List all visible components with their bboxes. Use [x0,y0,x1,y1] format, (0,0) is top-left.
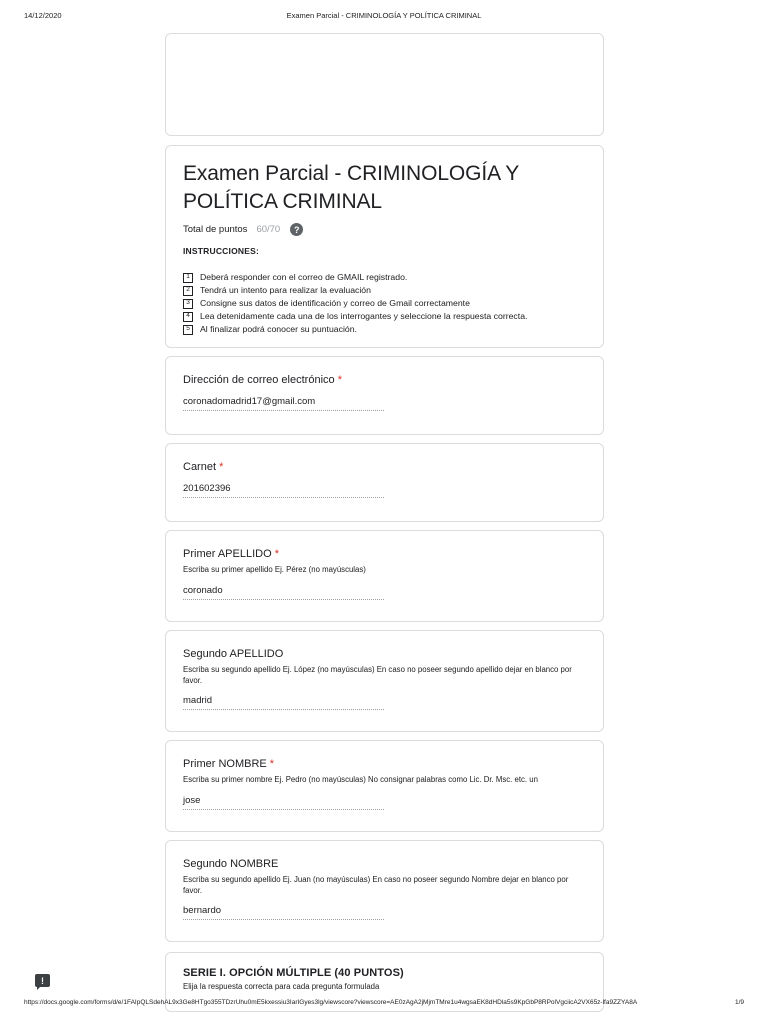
print-footer [24,999,744,1009]
instruction-item [183,297,586,310]
question-label-text: Segundo APELLIDO [183,648,284,660]
question-label [183,547,586,561]
question-label-text: Primer NOMBRE [183,758,267,770]
instructions-list [183,271,586,336]
instruction-text: Al finalizar podrá conocer su puntuación. [200,324,357,334]
question-label-text: Segundo NOMBRE [183,858,279,870]
instruction-text: Lea detenidamente cada una de los interrogantes y seleccione la respuesta correcta. [200,311,528,321]
keycap-number-icon: 5 [183,325,193,335]
help-icon[interactable]: ? [290,223,303,236]
instruction-item [183,310,586,323]
segundo-apellido-answer[interactable]: madrid [183,695,384,710]
required-mark: * [337,374,342,386]
print-url: https://docs.google.com/forms/d/e/1FAIpQLSdehAL9x3Ge8HTgo355TDzrUhu0mE5kxessiu3IarIGyes3lg/viewscore?viewscore=AE0zAgA2jMjmTMre1u4wgsaEK8dHDla5s9KpGbP8RPolVgciicA2VX65z-lfa9ZZYA8A [24,999,638,1006]
instruction-text: Consigne sus datos de identificación y correo de Gmail correctamente [200,298,470,308]
print-page-number: 1/9 [734,999,744,1006]
keycap-number-icon: 2 [183,286,193,296]
instruction-item [183,284,586,297]
segundo-nombre-answer[interactable]: bernardo [183,905,384,920]
points-value: 60/70 [256,223,281,235]
question-help-text: Escriba su segundo apellido Ej. Juan (no mayúsculas) En caso no poseer segundo Nombre dejar en blanco por favor. [183,875,569,895]
total-points-row [183,222,586,236]
instruction-item [183,271,586,284]
instructions-heading: INSTRUCCIONES: [183,246,259,256]
question-card-carnet [165,443,604,522]
keycap-number-icon: 3 [183,299,193,309]
question-label [183,647,586,661]
question-card-primer-nombre [165,740,604,832]
question-help-text: Escriba su primer apellido Ej. Pérez (no mayúsculas) [183,565,366,574]
primer-apellido-answer[interactable]: coronado [183,585,384,600]
keycap-number-icon: 1 [183,273,193,283]
question-label [183,460,586,474]
question-card-segundo-apellido [165,630,604,732]
email-answer[interactable]: coronadomadrid17@gmail.com [183,396,384,411]
question-label [183,373,586,387]
required-mark: * [274,548,279,560]
print-title: Examen Parcial - CRIMINOLOGÍA Y POLÍTICA CRIMINAL [286,11,482,20]
question-label-text: Primer APELLIDO [183,548,272,560]
question-label-text: Dirección de correo electrónico [183,374,335,386]
print-header [24,11,744,21]
question-card-primer-apellido [165,530,604,622]
question-label [183,757,586,771]
print-date: 14/12/2020 [24,11,62,20]
instruction-text: Tendrá un intento para realizar la evaluación [200,285,371,295]
points-label: Total de puntos [183,223,248,235]
form-title-card [165,145,604,348]
form-title: Examen Parcial - CRIMINOLOGÍA Y POLÍTICA CRIMINAL [183,162,519,213]
question-card-segundo-nombre [165,840,604,942]
section-title: SERIE I. OPCIÓN MÚLTIPLE (40 PUNTOS) [183,967,404,979]
required-mark: * [219,461,224,473]
question-help-text: Escriba su segundo apellido Ej. López (no mayúsculas) En caso no poseer segundo apellido dejar en blanco por favor. [183,665,572,685]
question-label [183,857,586,871]
primer-nombre-answer[interactable]: jose [183,795,384,810]
keycap-number-icon: 4 [183,312,193,322]
instruction-item [183,323,586,336]
carnet-answer[interactable]: 201602396 [183,483,384,498]
instruction-text: Deberá responder con el correo de GMAIL registrado. [200,272,408,282]
question-card-email [165,356,604,435]
form-header-banner [165,33,604,136]
required-mark: * [269,758,275,770]
feedback-icon[interactable]: ! [35,974,50,987]
question-help-text: Escriba su primer nombre Ej. Pedro (no mayúsculas) No consignar palabras como Lic. Dr. Msc. etc. un [183,775,538,784]
question-label-text: Carnet [183,461,217,473]
section-description: Elija la respuesta correcta para cada pregunta formulada [183,982,380,991]
